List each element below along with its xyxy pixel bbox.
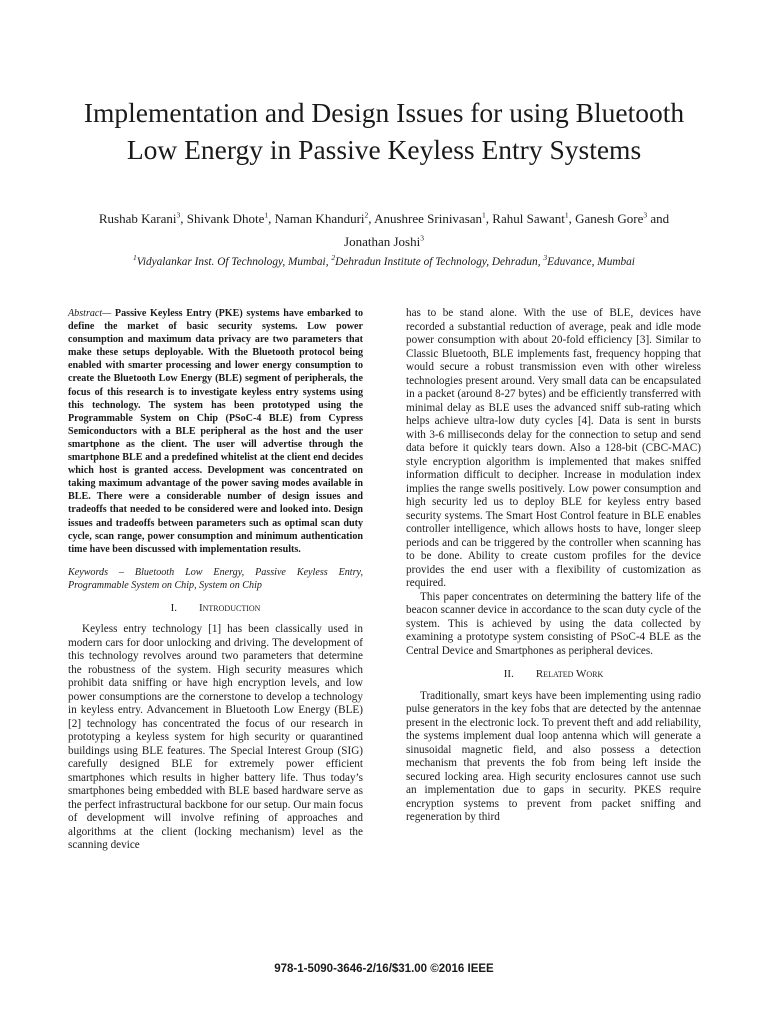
introduction-continued-paragraph: has to be stand alone. With the use of BLE, devices have recorded a substantial reduction of average, peak and idle mode power consumption with about 20-fold efficiency [3]. Similar to Classic Bluetooth, BLE implements fast, frequency hopping that would secure a robust transmission even with other wireless technologies present around. Very small data can be encapsulated in a packet (around 8-27 bytes) and be efficiently transferred with minimal delay as BLE uses the advanced sniff sub-rating which helps achieve ultra-low duty cycles [4]. Data is sent in bursts with 3-6 milliseconds delay for the connection to setup and send data before it quickly tears down. Also a 128-bit (CBC-MAC) style encryption algorithm is implemented that makes sniffed information difficult to decipher. Increase in modulation index implies the range swells positively. Low power consumption and high security led us to deploy BLE for keyless entry based security systems. The Smart Host Control feature in BLE enables controller intelligence, which allows hosts to have, longer sleep periods and can be triggered by the controller when scanning has to be done. Ability to create custom profiles for the device provides the end user with a flexibility of customization as required.: [406, 307, 701, 589]
author: Naman Khanduri$^2$,: [274, 210, 375, 226]
author: Anushree Srinivasan$^1$,: [374, 210, 493, 226]
author-list: [60, 207, 708, 253]
introduction-paragraph: Keyless entry technology [1] has been classically used in modern cars for door unlocking and driving. The development of this technology revolves around two parameters that determine the robustness of the system. High security measures which prohibit data sniffing or have high encryption levels, and low power consumptions are the cornerstone to develop a technology in keyless entry. Advancement in Bluetooth Low Energy (BLE) [2] technology has concentrated the focus of our research in prototyping a keyless system for high security or quarantined buildings using BLE features. The Special Interest Group (SIG) carefully designed BLE for extremely power efficient smartphones which results in higher battery life. Thus today’s smartphones being embedded with BLE based hardware serve as the perfect infrastructural backbone for our setup. Our main focus of development will involve refining of approaches and algorithms at the client (locking mechanism) level as the scanning device: [68, 623, 363, 852]
abstract: [68, 307, 363, 556]
affiliations: [60, 253, 708, 268]
abstract-text: Passive Keyless Entry (PKE) systems have embarked to define the market of basic security systems. Low power consumption and maximum data privacy are two parameters that make these setups deployable. With the Bluetooth protocol being enabled with smarter processing and lower energy consumption to create the Bluetooth Low Energy (BLE) segment of peripherals, the focus of this research is to investigate keyless entry systems using this technology. The system has been prototyped using the Programmable System on Chip (PSoC-4 BLE) from Cypress Semiconductors with a BLE peripheral as the host and the user smartphone as the client. The user will advertise through the smartphone BLE and a predefined whitelist at the client end decides which host is granted access. Development was concentrated on taking maximum advantage of the power saving modes available in BLE. There were a considerable number of design issues and tradeoffs that needed to be considered were and looked into. Design issues and tradeoffs between parameters such as optimal scan duty cycle, scan range, power consumption and minimum authentication time have been discussed with implementation results.: [68, 308, 364, 555]
affiliation: $^3$Eduvance, Mumbai: [543, 253, 635, 268]
author: Jonathan Joshi$^3$: [344, 233, 424, 249]
section-heading-related-work: II. Related Work: [503, 668, 604, 680]
left-column: [68, 307, 363, 853]
author: Shivank Dhote$^1$,: [186, 210, 275, 226]
section-heading-introduction: I. Introduction: [170, 601, 261, 614]
affiliation: $^2$Dehradun Institute of Technology, Dehradun,: [331, 253, 544, 268]
copyright-footer: 978-1-5090-3646-2/16/$31.00 ©2016 IEEE: [274, 963, 494, 975]
author: Ganesh Gore$^3$ and: [575, 210, 670, 226]
related-work-paragraph: Traditionally, smart keys have been implementing using radio pulse generators in the key fobs that are detected by the antennae present in the electronic lock. To prevent theft and add reliability, the systems implement dual loop antenna which will generate a sinusoidal magnetic field, and also possess a detection mechanism that prevents the fob from being left inside the secured locking area. High security enclosures cannot use such an implementation due to gaps in security. PKES require encryption systems to prevent from packet sniffing and regeneration by third: [406, 689, 701, 823]
affiliation: $^1$Vidyalankar Inst. Of Technology, Mumbai,: [133, 253, 332, 268]
keywords: Keywords – Bluetooth Low Energy, Passive Keyless Entry, Programmable System on Chip, System on Chip: [68, 566, 363, 591]
introduction-paragraph-2: This paper concentrates on determining the battery life of the beacon scanner device in accordance to the scan duty cycle of the system. This is achieved by using the data collected by examining a prototype system consisting of PSoC-4 BLE as the Central Device and Smartphones as peripheral devices.: [406, 590, 701, 657]
abstract-label: Abstract—: [68, 308, 112, 319]
author: Rushab Karani$^3$,: [98, 210, 187, 226]
paper-title: Implementation and Design Issues for using Bluetooth Low Energy in Passive Keyless Entry Systems: [83, 97, 685, 165]
author: Rahul Sawant$^1$,: [492, 210, 576, 226]
right-column: [406, 307, 701, 825]
